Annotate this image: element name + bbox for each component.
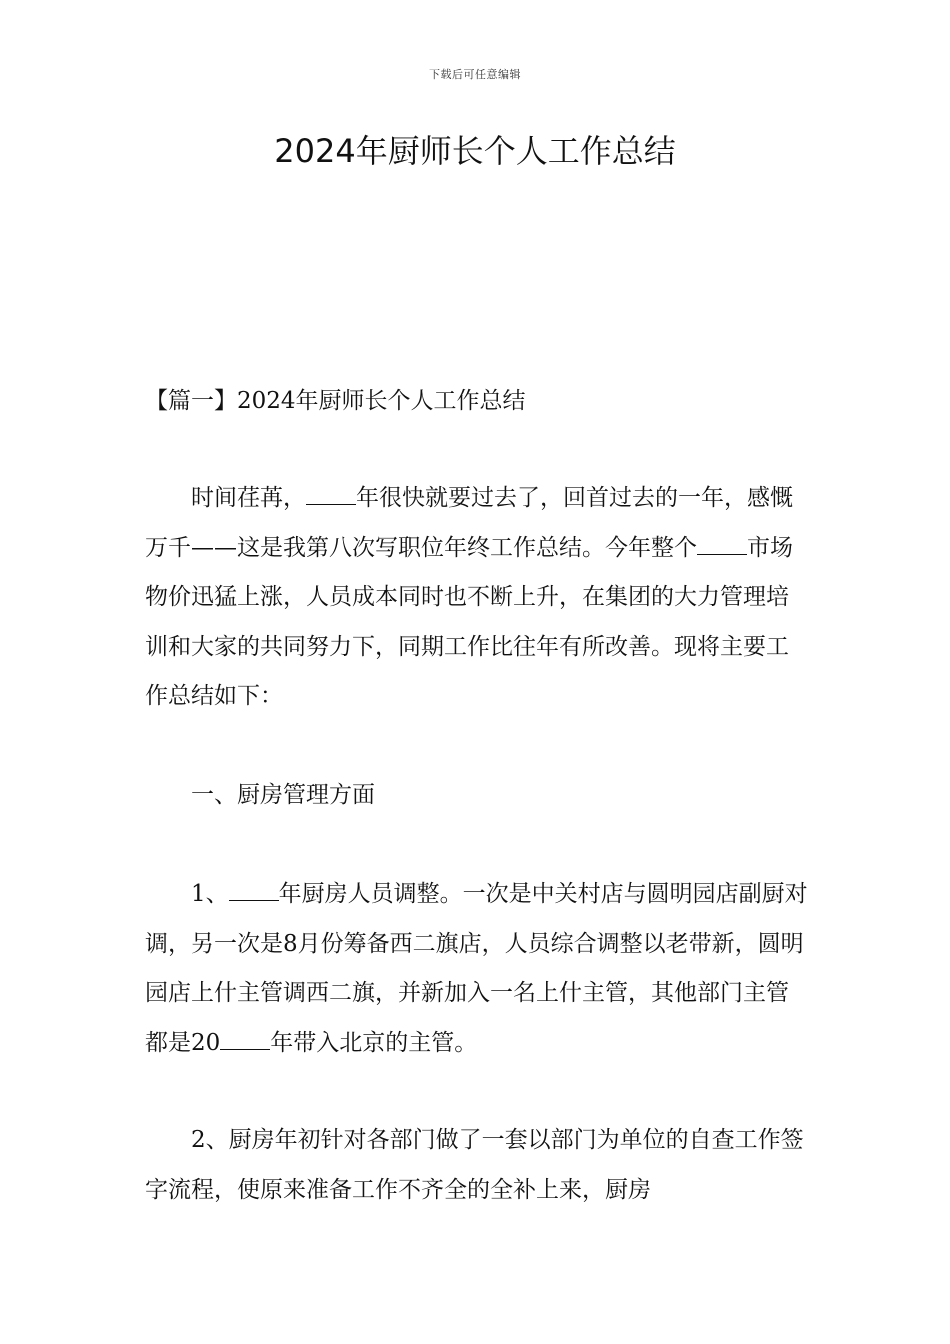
fill-in-blank (220, 1029, 270, 1050)
fill-in-blank (229, 880, 279, 901)
paragraph-item-1-part-3: 年带入北京的主管。 (270, 1029, 478, 1056)
paragraph-item-1-part-2: 年厨房人员调整。一次是中关村店与圆明园店副厨对调，另一次是8月份筹备西二旗店，人员综合调整以老带新，圆明园店上什主管调西二旗，并新加入一名上什主管，其他部门主管都是20 (145, 881, 808, 1056)
subheading-kitchen-management: 一、厨房管理方面 (191, 782, 375, 808)
fill-in-blank (306, 484, 356, 505)
paragraph-intro-part-1: 时间荏苒， (191, 485, 306, 511)
paragraph-intro (145, 474, 810, 722)
header-note: 下载后可任意编辑 (429, 68, 521, 81)
paragraph-item-1-part-1: 1、 (191, 881, 229, 907)
paragraph-intro-part-3: 市场物价迅猛上涨，人员成本同时也不断上升，在集团的大力管理培训和大家的共同努力下，同期工作比往年有所改善。现将主要工作总结如下： (145, 534, 793, 709)
fill-in-blank (697, 534, 747, 555)
document-title: 2024年厨师长个人工作总结 (274, 132, 676, 170)
section-heading: 【篇一】2024年厨师长个人工作总结 (145, 388, 526, 414)
paragraph-item-1 (145, 870, 810, 1068)
paragraph-intro-part-2: 年很快就要过去了，回首过去的一年，感慨万千——这是我第八次写职位年终工作总结。今年整个 (145, 485, 793, 561)
paragraph-item-2: 2、厨房年初针对各部门做了一套以部门为单位的自查工作签字流程，使原来准备工作不齐全的全补上来，厨房 (145, 1127, 804, 1203)
